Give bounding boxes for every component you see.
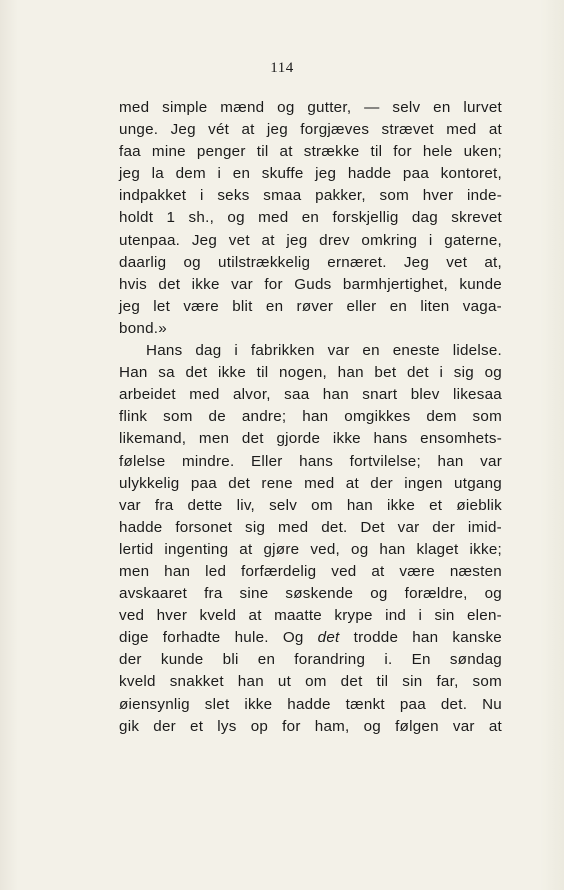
text-line: Han sa det ikke til nogen, han bet det i sig og [119, 364, 502, 382]
text-line: øiensynlig slet ikke hadde tænkt paa det. Nu [119, 695, 502, 713]
text-line: avskaaret fra sine søskende og forældre, og [119, 585, 502, 603]
text-segment: trodde han kanske [339, 629, 503, 647]
text-line: lertid ingenting at gjøre ved, og han klaget ikke; [119, 540, 502, 558]
text-line: jeg let være blit en røver eller en liten vaga- [119, 297, 502, 315]
text-line: ulykkelig paa det rene med at der ingen utgang [119, 474, 502, 492]
text-line: faa mine penger til at strække til for hele uken; [119, 143, 502, 161]
text-segment: dige forhadte hule. Og [119, 629, 318, 647]
text-line: likemand, men det gjorde ikke hans ensomhets- [119, 430, 502, 448]
text-line: der kunde bli en forandring i. En søndag [119, 651, 502, 669]
text-line: ved hver kveld at maatte krype ind i sin elen- [119, 607, 502, 625]
text-line: flink som de andre; han omgikkes dem som [119, 408, 502, 426]
text-line: hvis det ikke var for Guds barmhjertighet, kunde [119, 275, 502, 293]
text-line: daarlig og utilstrækkelig ernæret. Jeg vet at, [119, 253, 502, 271]
paragraph-first-line: Hans dag i fabrikken var en eneste lidelse. [146, 342, 502, 360]
italic-word: det [317, 629, 340, 647]
text-line: jeg la dem i en skuffe jeg hadde paa kontoret, [119, 165, 502, 183]
text-line: men han led forfærdelig ved at være næsten [119, 562, 502, 580]
text-line: kveld snakket han ut om det til sin far, som [119, 673, 502, 691]
text-line: med simple mænd og gutter, — selv en lurvet [119, 99, 502, 116]
text-line: følelse mindre. Eller hans fortvilelse; han var [119, 452, 502, 470]
text-line: unge. Jeg vét at jeg forgjæves strævet med at [119, 121, 502, 139]
page-number: 114 [270, 60, 294, 76]
text-line-with-italic [119, 627, 502, 649]
text-line: hadde forsonet sig med det. Det var der imid- [119, 518, 502, 536]
text-line: var fra dette liv, selv om han ikke et øieblik [119, 496, 502, 514]
text-line: arbeidet med alvor, saa han snart blev likesaa [119, 386, 502, 404]
text-line: utenpaa. Jeg vet at jeg drev omkring i gaterne, [119, 231, 502, 249]
text-line: gik der et lys op for ham, og følgen var at [119, 717, 502, 735]
text-line: bond.» [119, 319, 167, 337]
body-text [119, 97, 502, 738]
text-line: holdt 1 sh., og med en forskjellig dag skrevet [119, 209, 502, 227]
text-line: indpakket i seks smaa pakker, som hver inde- [119, 187, 502, 205]
